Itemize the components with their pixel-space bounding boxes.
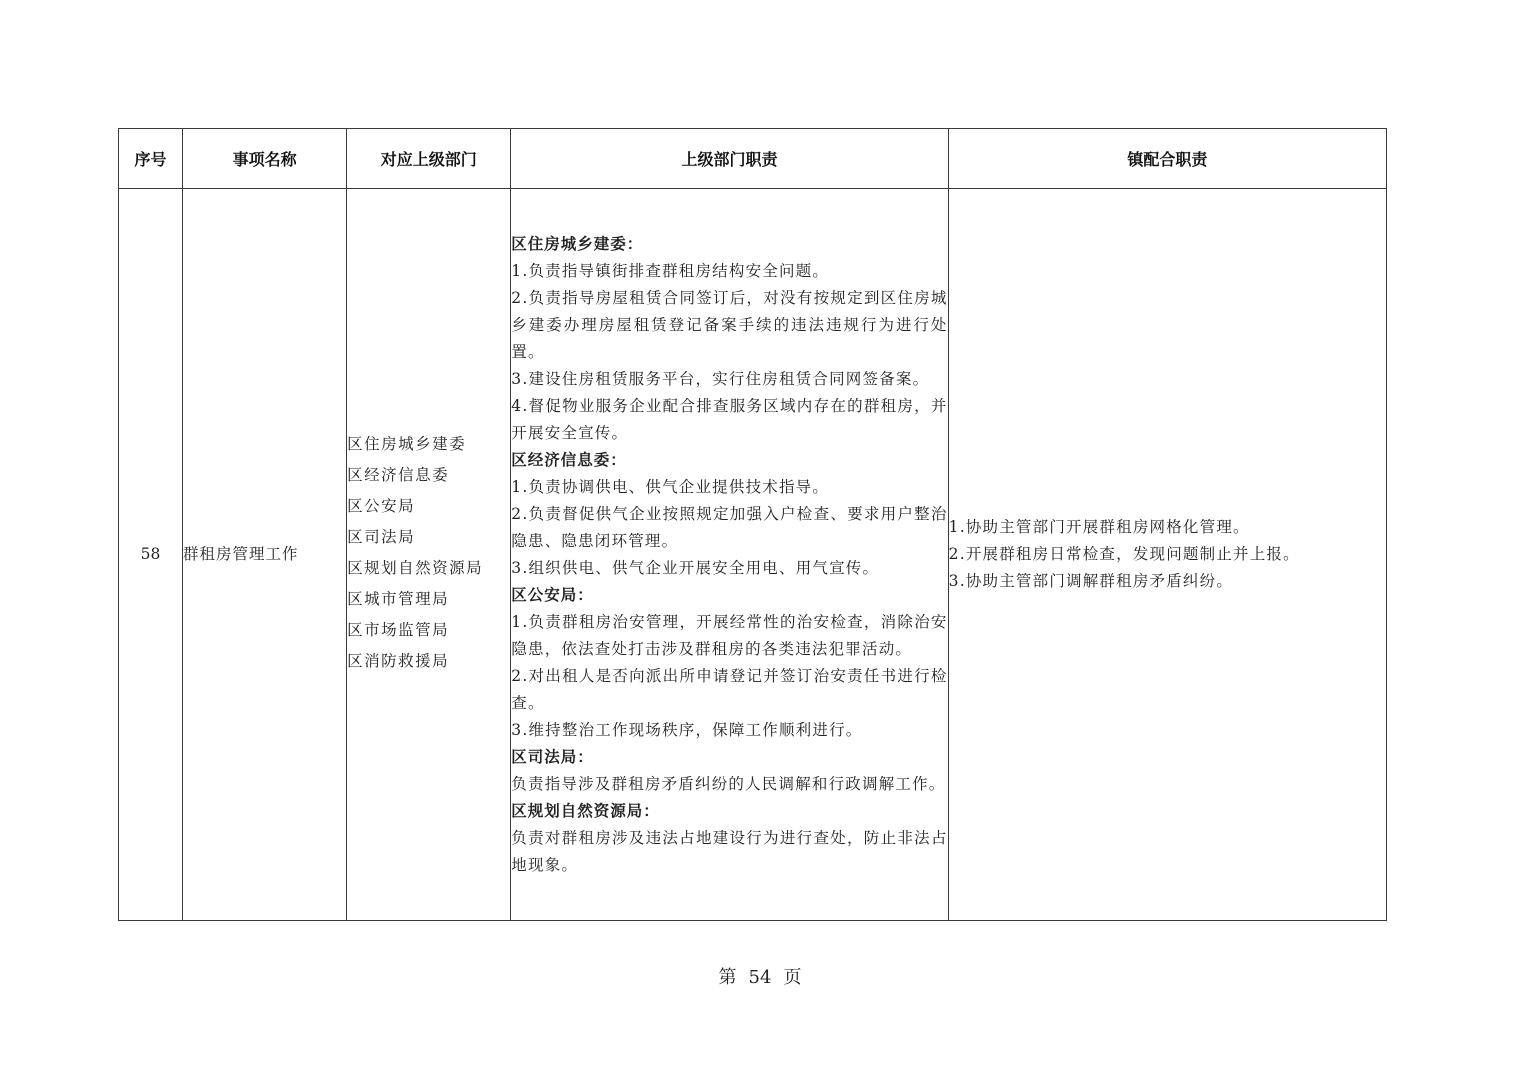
- page-number-footer: [0, 963, 1520, 989]
- duty-line: 2.负责督促供气企业按照规定加强入户检查、要求用户整治隐患、隐患闭环管理。: [511, 504, 948, 550]
- page-number: 54: [748, 967, 772, 988]
- duty-line: 1.负责指导镇街排查群租房结构安全问题。: [511, 261, 830, 280]
- row-town-duties: [948, 189, 1386, 921]
- town-duty-line: 1.协助主管部门开展群租房网格化管理。: [948, 518, 1250, 536]
- duty-block-justice: [511, 744, 947, 798]
- row-item-name: 群租房管理工作: [183, 189, 347, 921]
- responsibility-table: [118, 128, 1387, 921]
- table-header-row: [119, 129, 1387, 189]
- duty-block-police: [511, 582, 947, 744]
- department-item: 区司法局: [347, 527, 416, 546]
- row-department-duties: [511, 189, 948, 921]
- duty-line: 3.建设住房租赁服务平台，实行住房租赁合同网签备案。: [511, 369, 930, 388]
- department-item: 区规划自然资源局: [347, 558, 484, 577]
- duty-block-planning: [511, 798, 947, 879]
- duty-line: 2.负责指导房屋租赁合同签订后，对没有按规定到区住房城乡建委办理房屋租赁登记备案手续的违法违规行为进行处置。: [511, 288, 948, 361]
- header-department-duties: 上级部门职责: [511, 129, 948, 189]
- duty-department-title: 区公安局：: [511, 585, 594, 604]
- header-item-name: 事项名称: [183, 129, 347, 189]
- header-town-duties: 镇配合职责: [948, 129, 1386, 189]
- department-item: 区住房城乡建委: [347, 434, 467, 453]
- duty-department-title: 区经济信息委：: [511, 450, 627, 469]
- duty-line: 4.督促物业服务企业配合排查服务区域内存在的群租房，并开展安全宣传。: [511, 396, 948, 442]
- duty-department-title: 区规划自然资源局：: [511, 801, 660, 820]
- header-department: 对应上级部门: [347, 129, 511, 189]
- duty-line: 1.负责协调供电、供气企业提供技术指导。: [511, 477, 830, 496]
- duty-block-housing: [511, 231, 947, 447]
- duty-department-title: 区司法局：: [511, 747, 594, 766]
- duty-line: 负责对群租房涉及违法占地建设行为进行查处，防止非法占地现象。: [511, 828, 948, 874]
- duty-line: 1.负责群租房治安管理，开展经常性的治安检查，消除治安隐患，依法查处打击涉及群租房的各类违法犯罪活动。: [511, 612, 948, 658]
- row-number: 58: [119, 189, 183, 921]
- department-item: 区市场监管局: [347, 620, 450, 639]
- row-departments: [347, 189, 511, 921]
- page-prefix: 第: [718, 967, 737, 988]
- duty-line: 2.对出租人是否向派出所申请登记并签订治安责任书进行检查。: [511, 666, 948, 712]
- duty-line: 3.维持整治工作现场秩序，保障工作顺利进行。: [511, 720, 863, 739]
- town-duty-line: 2.开展群租房日常检查，发现问题制止并上报。: [948, 545, 1300, 563]
- header-number: 序号: [119, 129, 183, 189]
- department-item: 区城市管理局: [347, 589, 450, 608]
- department-item: 区公安局: [347, 496, 416, 515]
- duty-block-economy: [511, 447, 947, 582]
- department-item: 区经济信息委: [347, 465, 450, 484]
- table-row: [119, 189, 1387, 921]
- department-item: 区消防救援局: [347, 651, 450, 670]
- town-duty-line: 3.协助主管部门调解群租房矛盾纠纷。: [948, 572, 1234, 590]
- duty-department-title: 区住房城乡建委：: [511, 234, 644, 253]
- page-suffix: 页: [783, 967, 802, 988]
- duty-line: 负责指导涉及群租房矛盾纠纷的人民调解和行政调解工作。: [511, 774, 946, 793]
- duty-line: 3.组织供电、供气企业开展安全用电、用气宣传。: [511, 558, 880, 577]
